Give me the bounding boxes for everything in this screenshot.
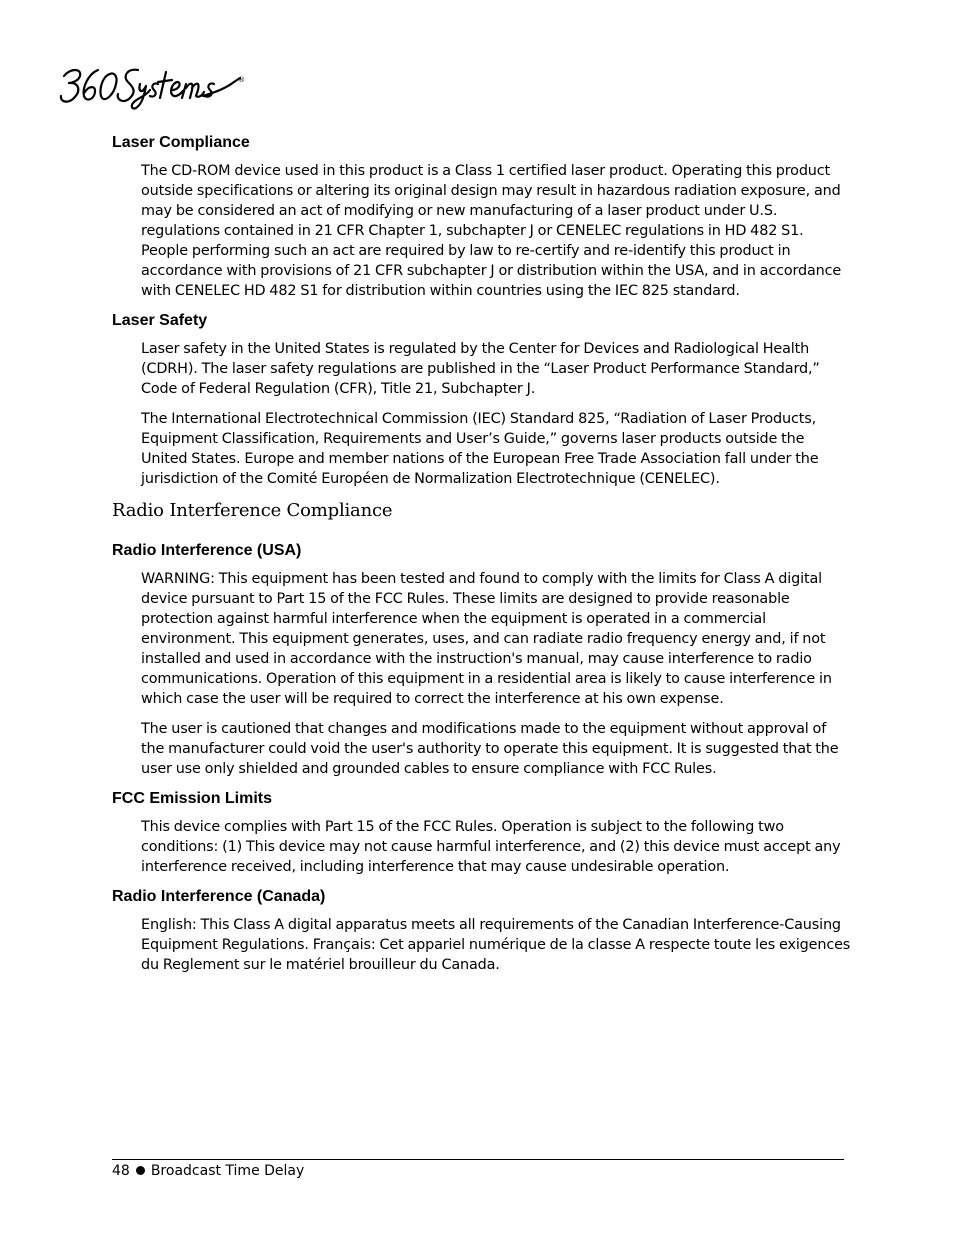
registered-mark: ®: [238, 76, 245, 84]
laser-safety-paragraph-2: The International Electrotechnical Commission (IEC) Standard 825, “Radiation of Laser Products, Equipment Classification, Requirements and User’s Guide,” governs laser products outside the United States. Europe and member nations of the European Free Trade Association fall under the jurisdiction of the Comité Européen de Normalization Electrotechnique (CENELEC).: [141, 411, 819, 487]
radio-interference-usa-paragraph-2: The user is cautioned that changes and modifications made to the equipment without approval of the manufacturer could void the user's authority to operate this equipment. It is suggested that the user use only shielded and grounded cables to ensure compliance with FCC Rules.: [141, 721, 839, 777]
company-logo: [58, 60, 248, 112]
fcc-emission-limits-paragraph: This device complies with Part 15 of the FCC Rules. Operation is subject to the following two conditions: (1) This device may not cause harmful interference, and (2) this device must accept any interference received, including interference that may cause undesirable operation.: [141, 819, 841, 875]
laser-compliance-heading: Laser Compliance: [112, 134, 250, 151]
page-footer: [112, 1159, 844, 1180]
fcc-emission-limits-section: [112, 789, 852, 877]
radio-interference-canada-section: [112, 887, 852, 975]
radio-interference-usa-paragraph-1: WARNING: This equipment has been tested and found to comply with the limits for Class A digital device pursuant to Part 15 of the FCC Rules. These limits are designed to provide reasonable protection against harmful interference when the equipment is operated in a commercial environment. This equipment generates, uses, and can radiate radio frequency energy and, if not installed and used in accordance with the instruction's manual, may cause interference to radio communications. Operation of this equipment in a residential area is likely to cause interference in which case the user will be required to correct the interference at his own expense.: [141, 571, 832, 707]
laser-compliance-section: [112, 133, 852, 301]
laser-safety-section: [112, 311, 852, 489]
radio-interference-usa-section: [112, 541, 852, 779]
bullet-dot-icon: [136, 1166, 145, 1175]
radio-interference-canada-paragraph: English: This Class A digital apparatus meets all requirements of the Canadian Interference-Causing Equipment Regulations. Français: Cet appariel numérique de la classe A respecte toute les exigences du Reglement sur le matériel brouilleur du Canada.: [141, 917, 851, 973]
page-number: 48: [112, 1163, 130, 1179]
radio-interference-compliance-heading: Radio Interference Compliance: [112, 500, 393, 521]
radio-interference-canada-heading: Radio Interference (Canada): [112, 888, 326, 905]
360-systems-logo-icon: [58, 60, 248, 112]
radio-interference-usa-heading: Radio Interference (USA): [112, 542, 302, 559]
page-content: [112, 133, 852, 985]
laser-safety-heading: Laser Safety: [112, 312, 208, 329]
radio-interference-compliance-section: [112, 499, 852, 523]
document-title: Broadcast Time Delay: [150, 1163, 305, 1179]
fcc-emission-limits-heading: FCC Emission Limits: [112, 790, 273, 807]
laser-safety-paragraph-1: Laser safety in the United States is regulated by the Center for Devices and Radiological Health (CDRH). The laser safety regulations are published in the “Laser Product Performance Standard,” Code of Federal Regulation (CFR), Title 21, Subchapter J.: [141, 341, 820, 397]
laser-compliance-paragraph: The CD-ROM device used in this product is a Class 1 certified laser product. Operating this product outside specifications or altering its original design may result in hazardous radiation exposure, and may be considered an act of modifying or new manufacturing of a laser product under U.S. regulations contained in 21 CFR Chapter 1, subchapter J or CENELEC regulations in HD 482 S1. People performing such an act are required by law to re-certify and re-identify this product in accordance with provisions of 21 CFR subchapter J or distribution within the USA, and in accordance with CENELEC HD 482 S1 for distribution within countries using the IEC 825 standard.: [141, 163, 842, 299]
